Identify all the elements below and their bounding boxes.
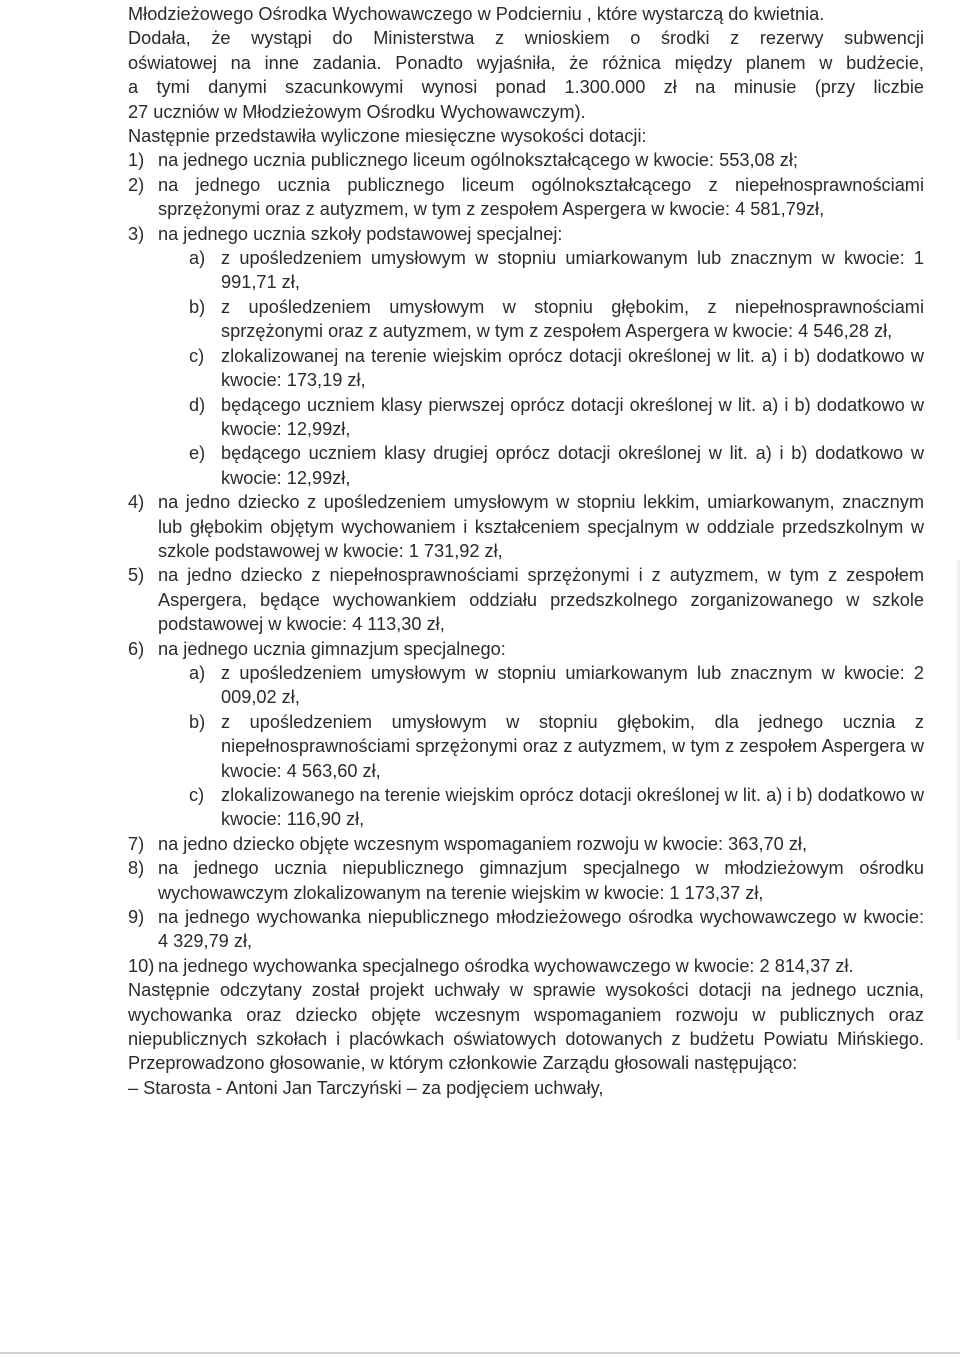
sub-item xyxy=(128,441,924,490)
list-item xyxy=(128,954,924,978)
sub-item xyxy=(128,295,924,344)
sub-item-letter: c) xyxy=(189,785,205,805)
item-text: na jedno dziecko objęte wczesnym wspomaganiem rozwoju w kwocie: 363,70 zł, xyxy=(158,833,808,854)
list-item xyxy=(128,832,924,856)
sub-item-text: z upośledzeniem umysłowym w stopniu umiarkowanym lub znacznym w kwocie: 1 991,71 zł, xyxy=(221,248,924,293)
sub-item xyxy=(128,344,924,393)
list-item xyxy=(128,563,924,636)
sub-item-letter: a) xyxy=(189,248,206,269)
item-number: 10) xyxy=(128,955,155,976)
sub-item-text: z upośledzeniem umysłowym w stopniu głębokim, z niepełnosprawnościami sprzężonymi oraz z autyzmem, w tym z zespołem Aspergera w kwocie: 4 546,28 zł, xyxy=(221,296,924,342)
item-number: 1) xyxy=(128,150,145,171)
item-text: na jednego wychowanka specjalnego ośrodka wychowawczego w kwocie: 2 814,37 zł. xyxy=(158,955,854,976)
item-text: na jednego ucznia publicznego liceum ogólnokształcącego z niepełnosprawnościami sprzężonymi oraz z autyzmem, w tym z zespołem Aspergera w kwocie: 4 581,79zł, xyxy=(158,174,924,220)
item-text: na jednego ucznia publicznego liceum ogólnokształcącego w kwocie: 553,08 zł; xyxy=(158,150,798,171)
sub-item xyxy=(128,661,924,710)
list-item xyxy=(128,490,924,563)
item-number: 4) xyxy=(128,492,145,513)
list-item xyxy=(128,905,924,954)
sub-item xyxy=(128,783,924,832)
item-text: na jedno dziecko z upośledzeniem umysłowym w stopniu lekkim, umiarkowanym, znacznym lub głębokim objętym wychowaniem i kształceniem specjalnym w oddziale przedszkolnym w szkole podstawowej w kwocie: 1 731,92 zł, xyxy=(158,492,924,561)
item-number: 6) xyxy=(128,638,145,659)
sub-item-text: zlokalizowanego na terenie wiejskim oprócz dotacji określonej w lit. a) i b) dodatkowo w kwocie: 116,90 zł, xyxy=(221,785,924,830)
scan-shadow xyxy=(954,560,960,1040)
sub-item-text: będącego uczniem klasy drugiej oprócz dotacji określonej w lit. a) i b) dodatkowo w kwocie: 12,99zł, xyxy=(221,443,924,488)
sub-item-letter: d) xyxy=(189,394,206,415)
item-number: 8) xyxy=(128,858,145,879)
item-text: na jednego ucznia niepublicznego gimnazjum specjalnego w młodzieżowym ośrodku wychowawczym zlokalizowanym na terenie wiejskim w kwocie: 1 173,37 zł, xyxy=(158,858,924,903)
item-number: 3) xyxy=(128,223,145,244)
item-number: 9) xyxy=(128,907,145,928)
list-item xyxy=(128,173,924,222)
list-item xyxy=(128,222,924,246)
sub-item-letter: b) xyxy=(189,711,206,732)
text-line: oświatowej na inne zadania. Ponadto wyjaśniła, że różnica między planem w budżecie, xyxy=(128,52,924,73)
sub-item-text: zlokalizowanej na terenie wiejskim oprócz dotacji określonej w lit. a) i b) dodatkowo w kwocie: 173,19 zł, xyxy=(221,345,924,391)
sub-item-text: z upośledzeniem umysłowym w stopniu umiarkowanym lub znacznym w kwocie: 2 009,02 zł, xyxy=(221,662,924,708)
list-item xyxy=(128,637,924,661)
dotation-list xyxy=(128,148,924,978)
item-number: 2) xyxy=(128,174,145,195)
lead-sentence: Następnie przedstawiła wyliczone miesięczne wysokości dotacji: xyxy=(128,126,647,147)
item-number: 5) xyxy=(128,565,145,586)
intro-paragraph xyxy=(128,2,924,124)
text-line: a tymi danymi szacunkowymi wynosi ponad 1.300.000 zł na minusie (przy liczbie xyxy=(128,77,924,98)
sub-item xyxy=(128,710,924,783)
vote-line: – Starosta - Antoni Jan Tarczyński – za podjęciem uchwały, xyxy=(128,1077,604,1098)
sub-item xyxy=(128,393,924,442)
sub-item xyxy=(128,246,924,295)
item-text: na jednego wychowanka niepublicznego młodzieżowego ośrodka wychowawczego w kwocie: 4 329,79 zł, xyxy=(158,907,924,952)
text-line: Dodała, że wystąpi do Ministerstwa z wnioskiem o środki z rezerwy subwencji xyxy=(128,28,924,49)
text-line: 27 uczniów w Młodzieżowym Ośrodku Wychowawczym). xyxy=(128,101,586,122)
item-text: na jednego ucznia szkoły podstawowej specjalnej: xyxy=(158,223,563,244)
item-text: na jedno dziecko z niepełnosprawnościami sprzężonymi i z autyzmem, w tym z zespołem Aspergera, będące wychowankiem oddziału przedszkolnego zorganizowanego w szkole podstawowej w kwocie: 4 113,30 zł, xyxy=(158,565,924,635)
closing-paragraph: Następnie odczytany został projekt uchwały w sprawie wysokości dotacji na jednego ucznia, wychowanka oraz dziecko objęte wczesnym wspomaganiem rozwoju w publicznych oraz niepublicznych szkołach i placówkach oświatowych dotowanych z budżetu Powiatu Mińskiego. Przeprowadzono głosowanie, w którym członkowie Zarządu głosowali następująco: xyxy=(128,980,924,1074)
scan-bottom-edge xyxy=(0,1352,960,1354)
sub-item-letter: c) xyxy=(189,345,205,366)
text-line: Młodzieżowego Ośrodka Wychowawczego w Podcierniu , które wystarczą do kwietnia. xyxy=(128,4,825,24)
sub-item-letter: b) xyxy=(189,296,206,317)
list-item xyxy=(128,148,924,172)
sub-item-letter: e) xyxy=(189,443,206,464)
sub-item-letter: a) xyxy=(189,662,206,683)
document-page xyxy=(128,2,924,1100)
list-item xyxy=(128,856,924,905)
sub-item-text: z upośledzeniem umysłowym w stopniu głębokim, dla jednego ucznia z niepełnosprawnościami sprzężonymi oraz z autyzmem, w tym z zespołem Aspergera w kwocie: 4 563,60 zł, xyxy=(221,711,924,781)
sub-item-text: będącego uczniem klasy pierwszej oprócz dotacji określonej w lit. a) i b) dodatkowo w kwocie: 12,99zł, xyxy=(221,394,924,439)
item-number: 7) xyxy=(128,833,145,854)
item-text: na jednego ucznia gimnazjum specjalnego: xyxy=(158,638,506,659)
